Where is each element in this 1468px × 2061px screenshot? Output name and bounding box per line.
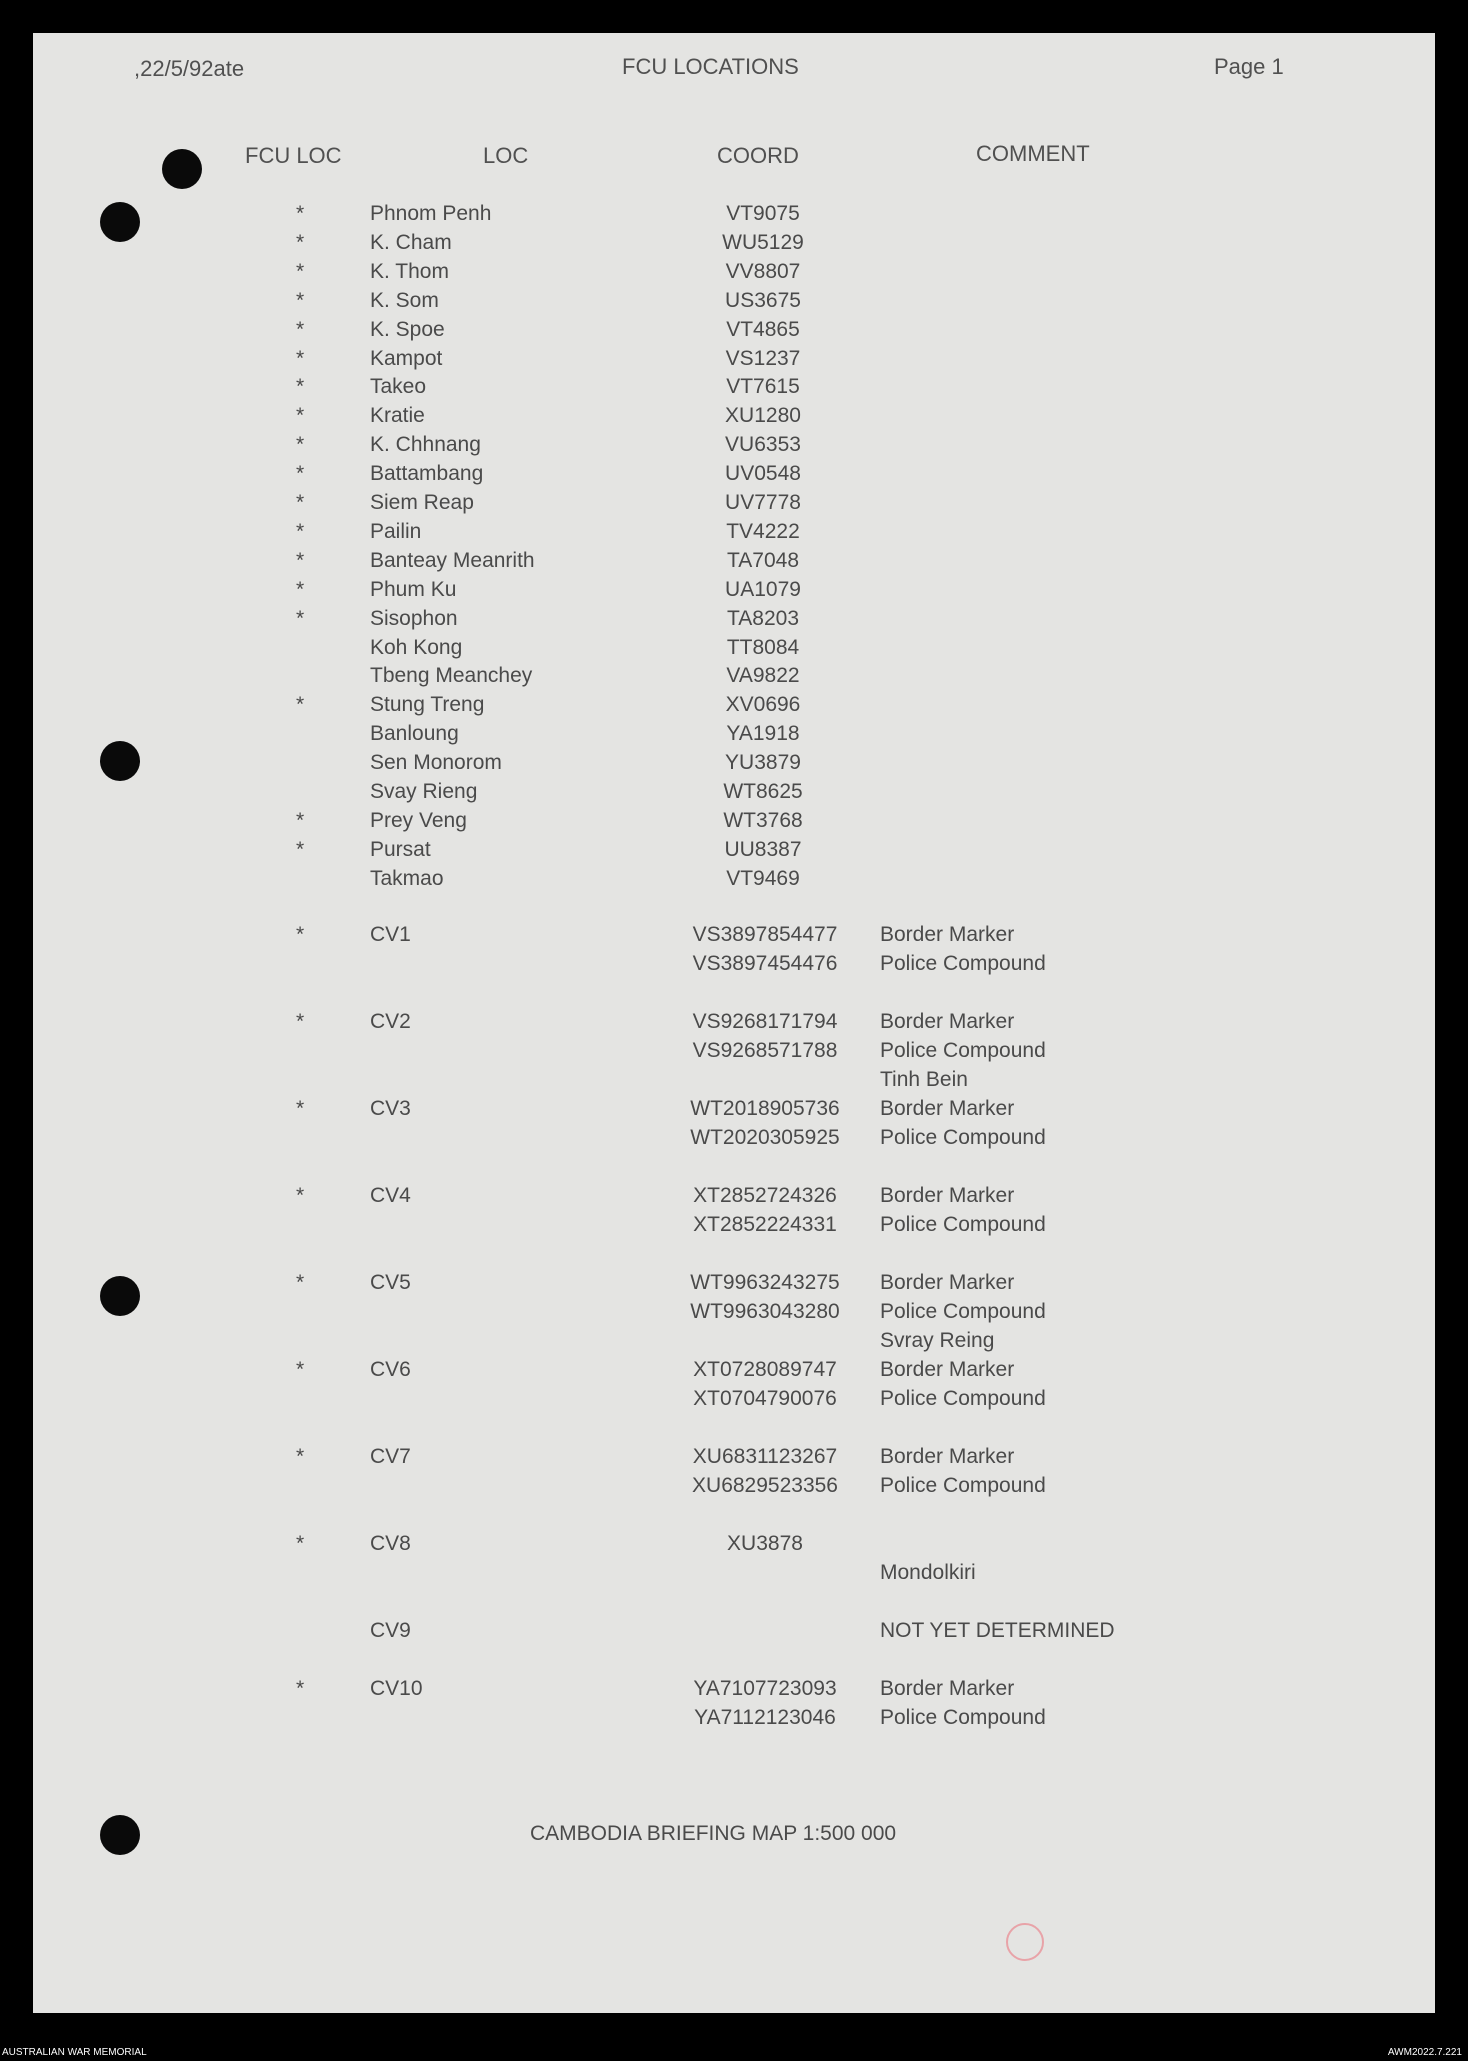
- grid-coordinate: WT9963243275: [690, 1271, 840, 1294]
- grid-coordinate: YU3879: [725, 751, 801, 775]
- row-marker: *: [296, 606, 305, 630]
- location-name: CV9: [370, 1619, 411, 1642]
- location-name: Phum Ku: [370, 577, 457, 601]
- location-comment: Border Marker: [880, 1358, 1015, 1381]
- grid-coordinate: WT9963043280: [690, 1300, 840, 1323]
- location-comment: Police Compound: [880, 1387, 1046, 1410]
- location-name: CV4: [370, 1184, 411, 1207]
- location-comment: Police Compound: [880, 1213, 1046, 1236]
- grid-coordinate: VA9822: [726, 664, 800, 688]
- grid-coordinate: VS3897454476: [692, 952, 838, 975]
- location-name: Battambang: [370, 462, 484, 486]
- row-marker: *: [296, 1097, 305, 1120]
- row-marker: *: [296, 808, 305, 832]
- row-marker: *: [296, 693, 305, 717]
- grid-coordinate: VS9268171794: [692, 1010, 838, 1033]
- grid-coordinate: WT8625: [723, 780, 803, 803]
- location-name: CV2: [370, 1010, 411, 1033]
- punch-hole: [100, 202, 140, 242]
- grid-coordinate: YA7107723093: [693, 1677, 837, 1700]
- grid-coordinate: VT9469: [726, 866, 800, 890]
- location-name: Takmao: [370, 866, 444, 890]
- grid-coordinate: VV8807: [725, 259, 801, 283]
- grid-coordinate: VT9075: [726, 202, 800, 225]
- location-name: K. Chhnang: [370, 433, 481, 457]
- grid-coordinate: XT2852724326: [693, 1184, 837, 1207]
- location-name: CV3: [370, 1097, 411, 1120]
- location-name: CV10: [370, 1677, 423, 1700]
- location-comment: Border Marker: [880, 1445, 1015, 1468]
- location-comment: Border Marker: [880, 1097, 1015, 1120]
- location-name: K. Thom: [370, 259, 449, 283]
- red-circle-mark: [1006, 1923, 1044, 1961]
- location-name: Sen Monorom: [370, 751, 502, 775]
- location-name: Pailin: [370, 519, 422, 543]
- grid-coordinate: WT2020305925: [690, 1126, 840, 1149]
- location-name: CV1: [370, 923, 411, 946]
- location-comment: Police Compound: [880, 1706, 1046, 1729]
- row-marker: *: [296, 519, 305, 543]
- location-name: Stung Treng: [370, 693, 485, 717]
- location-comment: Border Marker: [880, 1010, 1015, 1033]
- row-marker: *: [296, 1358, 305, 1381]
- grid-coordinate: XT0728089747: [693, 1358, 837, 1381]
- row-marker: *: [296, 837, 305, 861]
- page-number: Page 1: [1214, 54, 1284, 79]
- grid-coordinate: VT4865: [726, 317, 800, 341]
- location-name: Pursat: [370, 837, 431, 861]
- row-marker: *: [296, 1184, 305, 1207]
- row-marker: *: [296, 375, 305, 399]
- grid-coordinate: YA1918: [726, 722, 800, 746]
- location-name: Banloung: [370, 722, 459, 746]
- grid-coordinate: WT3768: [723, 808, 803, 832]
- location-name: Koh Kong: [370, 635, 463, 659]
- location-comment: Border Marker: [880, 1184, 1015, 1207]
- row-marker: *: [296, 491, 305, 514]
- location-name: Kampot: [370, 346, 443, 370]
- header-date: ,22/5/92ate: [134, 56, 245, 81]
- location-comment: Police Compound: [880, 1126, 1046, 1149]
- location-name: Sisophon: [370, 606, 458, 630]
- location-comment: Police Compound: [880, 952, 1046, 975]
- location-name: K. Cham: [370, 230, 452, 254]
- punch-hole: [162, 149, 202, 189]
- location-comment: Tinh Bein: [880, 1068, 968, 1091]
- grid-coordinate: TT8084: [726, 635, 800, 659]
- grid-coordinate: VS1237: [725, 346, 801, 370]
- location-name: CV5: [370, 1271, 411, 1294]
- grid-coordinate: XT2852224331: [693, 1213, 837, 1236]
- location-comment: Police Compound: [880, 1474, 1046, 1497]
- grid-coordinate: TA7048: [727, 548, 799, 572]
- row-marker: *: [296, 1010, 305, 1033]
- grid-coordinate: US3675: [725, 288, 801, 312]
- row-marker: *: [296, 923, 305, 946]
- location-comment: Police Compound: [880, 1039, 1046, 1062]
- grid-coordinate: WU5129: [722, 230, 804, 254]
- location-name: Takeo: [370, 375, 427, 399]
- row-marker: *: [296, 1271, 305, 1294]
- row-marker: *: [296, 577, 305, 601]
- grid-coordinate: XU1280: [725, 404, 801, 428]
- grid-coordinate: VS9268571788: [692, 1039, 838, 1062]
- row-marker: *: [296, 1445, 305, 1468]
- grid-coordinate: TA8203: [727, 606, 799, 630]
- location-name: Tbeng Meanchey: [370, 664, 533, 688]
- punch-hole: [100, 1815, 140, 1855]
- location-comment: Border Marker: [880, 1677, 1015, 1700]
- location-comment: Police Compound: [880, 1300, 1046, 1323]
- grid-coordinate: VT7615: [726, 375, 800, 399]
- grid-coordinate: XU3878: [727, 1532, 803, 1555]
- grid-coordinate: XT0704790076: [693, 1387, 837, 1410]
- column-header-comment: COMMENT: [976, 141, 1090, 166]
- location-name: CV7: [370, 1445, 411, 1468]
- grid-coordinate: XV0696: [725, 693, 801, 717]
- punch-hole: [100, 741, 140, 781]
- map-reference-note: CAMBODIA BRIEFING MAP 1:500 000: [530, 1822, 897, 1845]
- page-title: FCU LOCATIONS: [622, 54, 799, 79]
- row-marker: *: [296, 1532, 305, 1555]
- row-marker: *: [296, 462, 305, 486]
- location-comment: Svray Reing: [880, 1329, 995, 1352]
- row-marker: *: [296, 548, 305, 572]
- location-name: Kratie: [370, 404, 425, 428]
- location-comment: Border Marker: [880, 923, 1015, 946]
- grid-coordinate: VU6353: [725, 433, 801, 457]
- column-header-coord: COORD: [717, 143, 799, 168]
- location-comment: NOT YET DETERMINED: [880, 1619, 1115, 1642]
- location-comment: Border Marker: [880, 1271, 1015, 1294]
- grid-coordinate: VS3897854477: [692, 923, 838, 946]
- location-name: CV8: [370, 1532, 411, 1555]
- grid-coordinate: UA1079: [725, 577, 801, 601]
- grid-coordinate: XU6831123267: [692, 1445, 838, 1468]
- row-marker: *: [296, 202, 305, 225]
- location-name: K. Som: [370, 288, 439, 312]
- location-comment: Mondolkiri: [880, 1561, 976, 1584]
- location-name: Siem Reap: [370, 491, 474, 514]
- location-name: Phnom Penh: [370, 202, 492, 225]
- archive-reference: AWM2022.7.221: [1387, 2047, 1462, 2058]
- row-marker: *: [296, 433, 305, 457]
- row-marker: *: [296, 230, 305, 254]
- punch-hole: [100, 1276, 140, 1316]
- column-header-loc: LOC: [483, 143, 529, 168]
- grid-coordinate: UV7778: [725, 491, 801, 514]
- location-name: K. Spoe: [370, 317, 445, 341]
- location-name: Banteay Meanrith: [370, 548, 535, 572]
- row-marker: *: [296, 259, 305, 283]
- location-name: CV6: [370, 1358, 411, 1381]
- location-name: Svay Rieng: [370, 780, 478, 803]
- column-header-fcu-loc: FCU LOC: [245, 143, 342, 168]
- grid-coordinate: YA7112123046: [694, 1706, 836, 1729]
- grid-coordinate: TV4222: [726, 519, 800, 543]
- row-marker: *: [296, 404, 305, 428]
- grid-coordinate: XU6829523356: [692, 1474, 838, 1497]
- grid-coordinate: UV0548: [725, 462, 801, 486]
- grid-coordinate: UU8387: [724, 837, 802, 861]
- archive-credit: AUSTRALIAN WAR MEMORIAL: [2, 2047, 147, 2058]
- row-marker: *: [296, 1677, 305, 1700]
- location-name: Prey Veng: [370, 808, 467, 832]
- row-marker: *: [296, 317, 305, 341]
- row-marker: *: [296, 288, 305, 312]
- row-marker: *: [296, 346, 305, 370]
- grid-coordinate: WT2018905736: [690, 1097, 840, 1120]
